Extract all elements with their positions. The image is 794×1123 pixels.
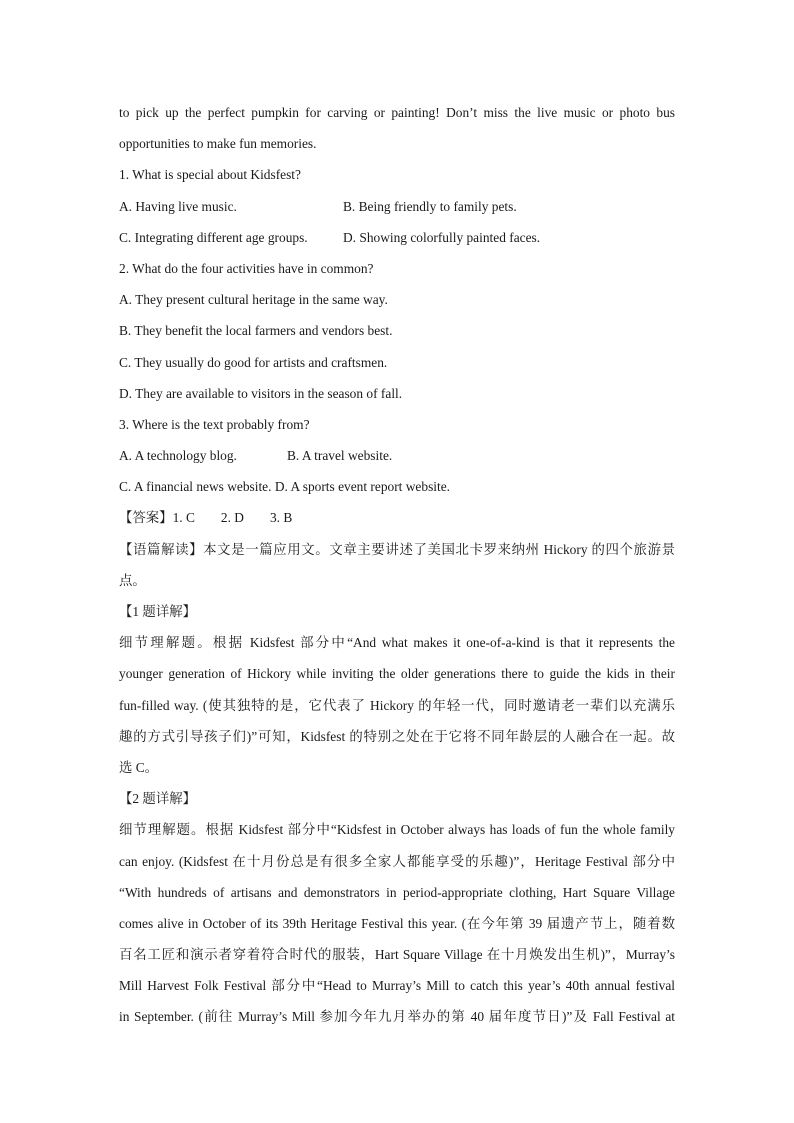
detail-1-heading: 【1 题详解】 xyxy=(119,604,196,619)
option-3d: D. A sports event report website. xyxy=(274,479,451,495)
question-3-stem: 3. Where is the text probably from? xyxy=(119,416,310,432)
question-2-stem: 2. What do the four activities have in common? xyxy=(119,260,374,276)
detail-1-line: 趣的方式引导孩子们)”可知，Kidsfest 的特别之处在于它将不同年龄层的人融合在一起。故 xyxy=(119,728,675,744)
detail-2-line: can enjoy. (Kidsfest 在十月份总是有很多全家人都能享受的乐趣)”，Heritage Festival 部分中 xyxy=(119,853,675,869)
question-1-options-row-1 xyxy=(119,191,675,222)
interpretation-line: 【语篇解读】本文是一篇应用文。文章主要讲述了美国北卡罗来纳州 Hickory 的四个旅游景 xyxy=(119,541,675,557)
detail-2-heading: 【2 题详解】 xyxy=(119,791,196,807)
detail-2-line: Mill Harvest Folk Festival 部分中“Head to Murray’s Mill to catch this year’s 40th annual festival xyxy=(119,978,675,994)
option-2c: C. They usually do good for artists and craftsmen. xyxy=(119,354,388,370)
detail-1-line: 细节理解题。根据 Kidsfest 部分中“And what makes it one-of-a-kind is that it represents the xyxy=(119,635,675,651)
answer-3: 3. B xyxy=(269,510,293,526)
passage-line: to pick up the perfect pumpkin for carving or painting! Don’t miss the live music or photo bus xyxy=(119,105,675,120)
detail-2-line: 细节理解题。根据 Kidsfest 部分中“Kidsfest in October always has loads of fun the whole family xyxy=(119,822,675,838)
option-2d: D. They are available to visitors in the season of fall. xyxy=(119,385,403,401)
passage-line: opportunities to make fun memories. xyxy=(119,136,317,152)
detail-1-line: younger generation of Hickory while inviting the older generations there to guide the kids in their xyxy=(119,666,675,682)
detail-1-line: 选 C。 xyxy=(119,759,159,775)
interpretation-line: 点。 xyxy=(119,572,146,588)
answer-2: 2. D xyxy=(220,510,244,526)
detail-2-line: 百名工匠和演示者穿着符合时代的服装，Hart Square Village 在十月焕发出生机)”，Murray’s xyxy=(119,947,675,963)
detail-2-line: comes alive in October of its 39th Heritage Festival this year. (在今年第 39 届遗产节上，随着数 xyxy=(119,915,675,931)
option-1b: B. Being friendly to family pets. xyxy=(343,198,517,214)
option-1a: A. Having live music. xyxy=(119,198,237,214)
answer-1: 1. C xyxy=(172,510,195,526)
question-3-options-row-1 xyxy=(119,440,675,471)
detail-2-line: “With hundreds of artisans and demonstrators in period-appropriate clothing, Hart Square Village xyxy=(119,884,675,900)
detail-2-line: in September. (前往 Murray’s Mill 参加今年九月举办的第 40 届年度节日)”及 Fall Festival at xyxy=(119,1009,675,1025)
option-1d: D. Showing colorfully painted faces. xyxy=(343,229,541,245)
question-3-options-row-2 xyxy=(119,471,675,502)
answer-line xyxy=(119,502,675,533)
answer-label: 【答案】 xyxy=(119,510,173,526)
option-3a: A. A technology blog. xyxy=(119,448,237,464)
option-2a: A. They present cultural heritage in the same way. xyxy=(119,292,388,308)
detail-1-line: fun-filled way. (使其独特的是，它代表了 Hickory 的年轻一代，同时邀请老一辈们以充满乐 xyxy=(119,697,675,713)
option-3c: C. A financial news website. xyxy=(119,479,272,495)
option-3b: B. A travel website. xyxy=(287,448,393,464)
question-1-options-row-2 xyxy=(119,222,675,253)
question-1-stem: 1. What is special about Kidsfest? xyxy=(119,167,301,183)
option-2b: B. They benefit the local farmers and vendors best. xyxy=(119,323,393,339)
option-1c: C. Integrating different age groups. xyxy=(119,229,308,245)
